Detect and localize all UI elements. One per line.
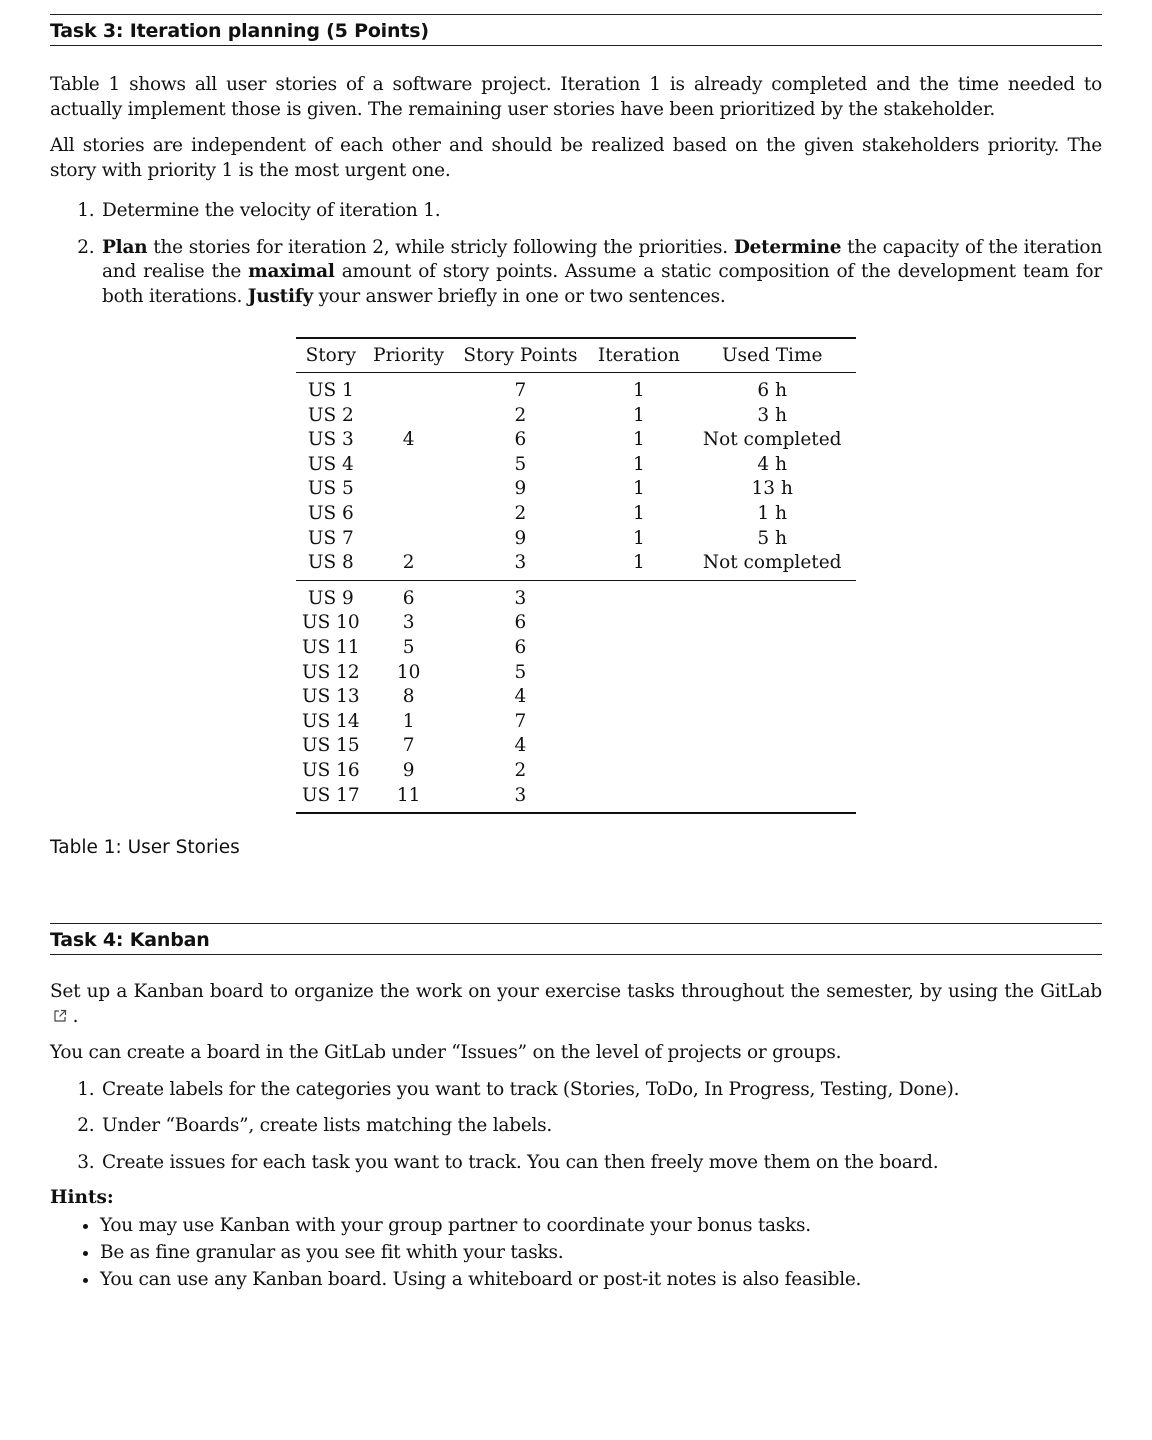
cell-story: US 17 bbox=[296, 784, 366, 814]
cell-iteration bbox=[589, 580, 688, 611]
table-row bbox=[296, 551, 856, 580]
cell-priority: 5 bbox=[402, 636, 415, 658]
cell-used-time: 1 h bbox=[757, 502, 787, 524]
cell-story-points: 9 bbox=[514, 527, 527, 549]
cell-iteration: 1 bbox=[633, 502, 645, 524]
task4-list bbox=[50, 1078, 1102, 1176]
table-header-row bbox=[296, 338, 856, 373]
cell-used-time bbox=[688, 685, 856, 710]
cell-story-points: 4 bbox=[514, 686, 527, 708]
table-row bbox=[296, 373, 856, 404]
cell-story: US 5 bbox=[307, 478, 354, 500]
cell-story-points: 7 bbox=[514, 380, 527, 401]
cell-story-points: 6 bbox=[514, 636, 527, 658]
table-row bbox=[296, 580, 856, 611]
cell-story-points: 2 bbox=[514, 502, 527, 524]
item2-text-3: amount of story points. Assume a static composition of the development team for both iterations. bbox=[102, 261, 1103, 307]
cell-used-time: Not completed bbox=[688, 551, 856, 580]
cell-iteration: 1 bbox=[589, 551, 688, 580]
cell-priority: 9 bbox=[402, 759, 415, 781]
cell-story: US 6 bbox=[307, 502, 354, 524]
cell-story: US 15 bbox=[302, 735, 360, 757]
cell-iteration bbox=[589, 759, 688, 784]
cell-priority: 11 bbox=[366, 784, 452, 814]
table-row bbox=[296, 661, 856, 686]
cell-priority bbox=[366, 453, 452, 478]
cell-story-points: 5 bbox=[514, 661, 527, 683]
task4-item-3: 3. Create issues for each task you want to track. You can then freely move them on the board. bbox=[100, 1151, 1102, 1176]
cell-used-time bbox=[688, 734, 856, 759]
cell-story-points: 7 bbox=[514, 710, 527, 732]
cell-story-points: 9 bbox=[514, 478, 527, 500]
cell-priority: 3 bbox=[402, 612, 415, 634]
cell-iteration: 1 bbox=[633, 478, 645, 500]
cell-priority: 6 bbox=[402, 587, 415, 609]
cell-iteration bbox=[589, 685, 688, 710]
cell-story: US 3 bbox=[307, 429, 354, 451]
table-row bbox=[296, 734, 856, 759]
table-row bbox=[296, 453, 856, 478]
gitlab-link[interactable]: GitLab bbox=[1040, 981, 1102, 1002]
cell-story: US 2 bbox=[307, 404, 354, 426]
cell-iteration bbox=[589, 710, 688, 735]
cell-story: US 13 bbox=[302, 686, 360, 708]
cell-story: US 10 bbox=[302, 612, 360, 634]
cell-priority bbox=[366, 502, 452, 527]
item2-text-1: the stories for iteration 2, while stricly following the priorities. bbox=[147, 236, 734, 258]
cell-priority: 1 bbox=[402, 710, 415, 732]
hints-title: Hints: bbox=[50, 1187, 114, 1208]
cell-used-time bbox=[688, 580, 856, 611]
cell-story-points: 4 bbox=[514, 735, 527, 757]
cell-story: US 14 bbox=[302, 710, 360, 732]
cell-story-points: 5 bbox=[514, 453, 527, 475]
cell-used-time bbox=[688, 710, 856, 735]
cell-story-points: 6 bbox=[514, 612, 527, 634]
cell-story: US 7 bbox=[307, 527, 354, 549]
cell-used-time: 4 h bbox=[757, 453, 787, 475]
cell-story: US 9 bbox=[307, 587, 354, 609]
cell-story: US 11 bbox=[302, 636, 360, 658]
task4-paragraph-1 bbox=[50, 980, 1102, 1029]
task4-para1-text: Set up a Kanban board to organize the work on your exercise tasks throughout the semester, by using the bbox=[50, 981, 1041, 1002]
column-header-priority: Priority bbox=[366, 338, 452, 373]
task3-item-2 bbox=[100, 236, 1102, 310]
cell-iteration bbox=[589, 734, 688, 759]
cell-iteration: 1 bbox=[633, 429, 645, 451]
cell-priority: 2 bbox=[366, 551, 452, 580]
table-caption: Table 1: User Stories bbox=[50, 837, 240, 858]
cell-story: US 12 bbox=[302, 661, 360, 683]
cell-priority bbox=[366, 477, 452, 502]
external-link-icon[interactable] bbox=[53, 1009, 67, 1023]
hint-item: • You can use any Kanban board. Using a whiteboard or post-it notes is also feasible. bbox=[100, 1266, 1102, 1293]
task4-para1-end: . bbox=[67, 1005, 79, 1027]
task3-heading: Task 3: Iteration planning (5 Points) bbox=[50, 14, 1102, 46]
table-row bbox=[296, 477, 856, 502]
cell-priority: 8 bbox=[402, 686, 415, 708]
table-row bbox=[296, 428, 856, 453]
cell-iteration: 1 bbox=[633, 453, 645, 475]
table-row bbox=[296, 404, 856, 429]
cell-story-points: 3 bbox=[452, 551, 590, 580]
cell-used-time bbox=[688, 784, 856, 814]
table-row bbox=[296, 759, 856, 784]
cell-story-points: 2 bbox=[514, 759, 527, 781]
cell-priority bbox=[366, 373, 452, 404]
cell-iteration bbox=[589, 661, 688, 686]
cell-story: US 1 bbox=[307, 380, 354, 401]
column-header-story-points: Story Points bbox=[452, 338, 590, 373]
hints-list bbox=[50, 1212, 1102, 1293]
cell-used-time bbox=[688, 759, 856, 784]
table-row bbox=[296, 784, 856, 814]
cell-priority: 10 bbox=[396, 661, 421, 683]
cell-used-time: 6 h bbox=[757, 380, 787, 401]
task4-heading: Task 4: Kanban bbox=[50, 923, 1102, 955]
task3-paragraph-1: Table 1 shows all user stories of a software project. Iteration 1 is already completed and the time needed to actually implement those is given. The remaining user stories have been prioritized by the stakeholder. bbox=[50, 74, 1102, 120]
cell-story-points: 6 bbox=[514, 429, 527, 451]
cell-used-time: 3 h bbox=[757, 404, 787, 426]
table-row bbox=[296, 685, 856, 710]
cell-iteration: 1 bbox=[633, 527, 645, 549]
table-row bbox=[296, 710, 856, 735]
cell-priority: 4 bbox=[402, 429, 415, 451]
item2-text-4: your answer briefly in one or two sentences. bbox=[312, 285, 726, 307]
cell-priority bbox=[366, 527, 452, 552]
cell-iteration: 1 bbox=[633, 404, 645, 426]
emphasis-determine: Determine bbox=[733, 236, 842, 258]
document-page bbox=[50, 14, 1103, 1290]
emphasis-maximal: maximal bbox=[248, 261, 335, 282]
task4-section bbox=[50, 923, 1102, 1293]
table-row bbox=[296, 527, 856, 552]
table-row bbox=[296, 636, 856, 661]
item2-text-2: the capacity of the iteration and realise the bbox=[102, 236, 1102, 282]
cell-iteration: 1 bbox=[633, 380, 645, 401]
task3-list bbox=[50, 199, 1102, 309]
column-header-iteration: Iteration bbox=[589, 338, 688, 373]
cell-story: US 16 bbox=[302, 759, 360, 781]
task4-paragraph-2: You can create a board in the GitLab under “Issues” on the level of projects or groups. bbox=[50, 1042, 842, 1063]
emphasis-justify: Justify bbox=[247, 285, 313, 307]
cell-used-time bbox=[688, 636, 856, 661]
task3-item-1: 1. Determine the velocity of iteration 1. bbox=[100, 199, 1102, 224]
cell-story: US 8 bbox=[296, 551, 366, 580]
task4-item-1: 1. Create labels for the categories you want to track (Stories, ToDo, In Progress, Testing, Done). bbox=[100, 1078, 1102, 1103]
cell-used-time: Not completed bbox=[702, 429, 842, 451]
column-header-used-time: Used Time bbox=[688, 338, 856, 373]
cell-story-points: 2 bbox=[514, 404, 527, 426]
table-row bbox=[296, 502, 856, 527]
cell-iteration bbox=[589, 611, 688, 636]
cell-used-time: 5 h bbox=[757, 527, 787, 549]
task4-item-2: 2. Under “Boards”, create lists matching the labels. bbox=[100, 1114, 1102, 1139]
user-stories-table bbox=[296, 337, 856, 814]
user-stories-table-wrapper bbox=[296, 337, 856, 814]
emphasis-plan: Plan bbox=[102, 236, 148, 258]
cell-story: US 4 bbox=[307, 453, 354, 475]
hint-item: • Be as fine granular as you see fit whith your tasks. bbox=[100, 1239, 1102, 1266]
task3-paragraph-2: All stories are independent of each other and should be realized based on the given stakeholders priority. The story with priority 1 is the most urgent one. bbox=[50, 135, 1102, 181]
cell-priority bbox=[366, 404, 452, 429]
table-row bbox=[296, 611, 856, 636]
cell-story-points: 3 bbox=[452, 784, 590, 814]
cell-used-time bbox=[688, 611, 856, 636]
cell-used-time bbox=[688, 661, 856, 686]
cell-used-time: 13 h bbox=[751, 478, 793, 500]
cell-iteration bbox=[589, 784, 688, 814]
cell-priority: 7 bbox=[402, 735, 415, 757]
cell-story-points: 3 bbox=[514, 587, 527, 609]
column-header-story: Story bbox=[296, 338, 366, 373]
hint-item: • You may use Kanban with your group partner to coordinate your bonus tasks. bbox=[100, 1212, 1102, 1239]
cell-iteration bbox=[589, 636, 688, 661]
